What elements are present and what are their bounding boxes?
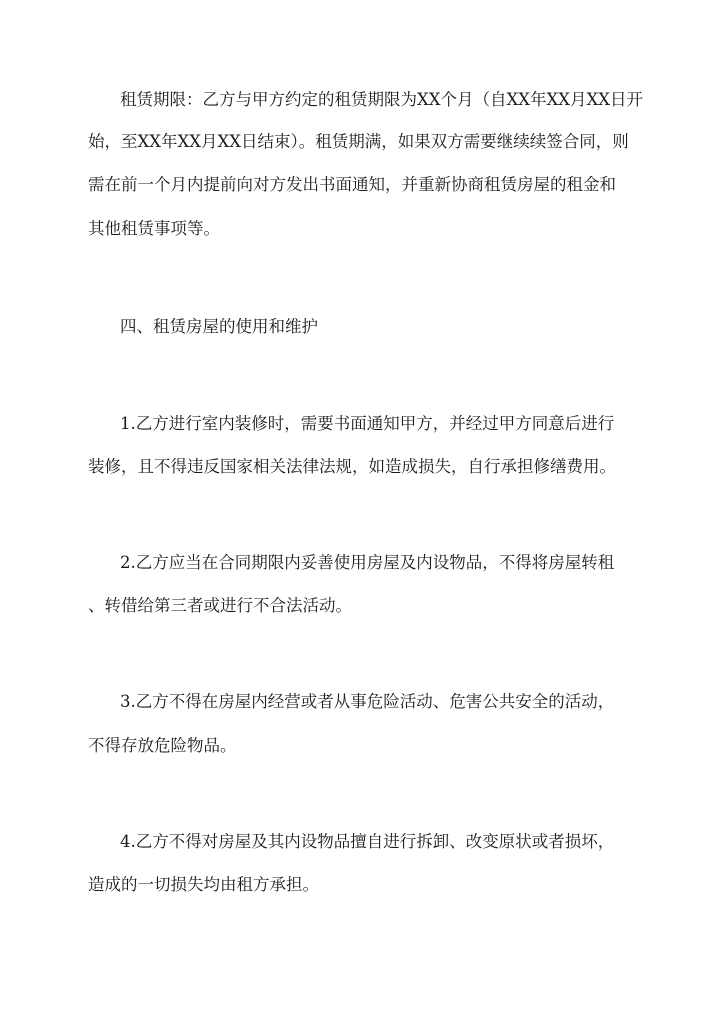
- text-line: 4.乙方不得对房屋及其内设物品擅自进行拆卸、改变原状或者损坏，: [120, 832, 615, 851]
- text-line: 、转借给第三者或进行不合法活动。: [88, 596, 352, 615]
- text-line: 租赁期限：乙方与甲方约定的租赁期限为XX个月（自XX年XX月XX日开: [120, 90, 643, 109]
- text-line: 需在前一个月内提前向对方发出书面通知，并重新协商租赁房屋的租金和: [88, 175, 616, 194]
- text-line: 不得存放危险物品。: [88, 736, 237, 755]
- text-line: 始，至XX年XX月XX日结束）。租赁期满，如果双方需要继续续签合同，则: [88, 132, 629, 151]
- text-line: 造成的一切损失均由租方承担。: [88, 875, 319, 894]
- text-line: 3.乙方不得在房屋内经营或者从事危险活动、危害公共安全的活动，: [120, 692, 615, 711]
- text-line: 1.乙方进行室内装修时，需要书面通知甲方，并经过甲方同意后进行: [120, 414, 615, 433]
- text-line: 装修，且不得违反国家相关法律法规，如造成损失，自行承担修缮费用。: [88, 457, 616, 476]
- section-heading: 四、租赁房屋的使用和维护: [120, 317, 318, 336]
- text-line: 其他租赁事项等。: [88, 219, 220, 238]
- text-line: 2.乙方应当在合同期限内妥善使用房屋及内设物品，不得将房屋转租: [120, 553, 615, 572]
